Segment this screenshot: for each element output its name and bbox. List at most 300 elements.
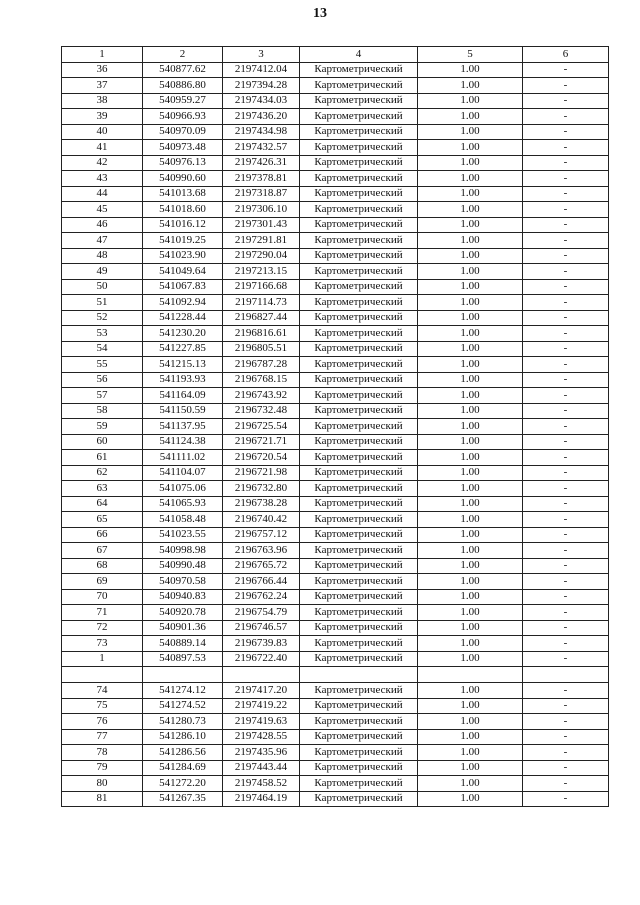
table-cell: 74 <box>62 683 143 699</box>
table-cell: 37 <box>62 78 143 94</box>
table-cell: - <box>523 341 609 357</box>
table-cell: 540959.27 <box>143 93 223 109</box>
column-header: 6 <box>523 47 609 63</box>
table-row <box>62 543 609 559</box>
table-cell: 2196722.40 <box>223 651 300 667</box>
table-row <box>62 760 609 776</box>
table-cell: 2197432.57 <box>223 140 300 156</box>
table-cell: Картометрический <box>300 341 418 357</box>
table-cell <box>418 667 523 683</box>
table-cell: 1.00 <box>418 310 523 326</box>
table-cell: Картометрический <box>300 140 418 156</box>
table-cell: 1.00 <box>418 791 523 807</box>
table-cell: 2197301.43 <box>223 217 300 233</box>
table-cell: 1.00 <box>418 589 523 605</box>
table-cell: 51 <box>62 295 143 311</box>
table-cell: 1.00 <box>418 465 523 481</box>
table-cell: Картометрический <box>300 388 418 404</box>
table-cell: 2197464.19 <box>223 791 300 807</box>
table-cell: 540940.83 <box>143 589 223 605</box>
table-cell: 1.00 <box>418 760 523 776</box>
table-cell: 2197443.44 <box>223 760 300 776</box>
table-row <box>62 620 609 636</box>
table-cell: Картометрический <box>300 93 418 109</box>
table-cell: - <box>523 683 609 699</box>
table-cell: 1.00 <box>418 388 523 404</box>
table-cell <box>523 667 609 683</box>
table-cell: 2197419.22 <box>223 698 300 714</box>
table-cell: 2196721.98 <box>223 465 300 481</box>
table-cell: 1.00 <box>418 527 523 543</box>
table-cell: 541150.59 <box>143 403 223 419</box>
table-cell: 541267.35 <box>143 791 223 807</box>
table-cell: 79 <box>62 760 143 776</box>
table-cell: - <box>523 403 609 419</box>
table-cell: 541104.07 <box>143 465 223 481</box>
table-cell: - <box>523 419 609 435</box>
table-cell: 541228.44 <box>143 310 223 326</box>
table-cell: - <box>523 760 609 776</box>
table-cell: 2197213.15 <box>223 264 300 280</box>
table-cell: - <box>523 527 609 543</box>
table-row <box>62 465 609 481</box>
table-cell: 540998.98 <box>143 543 223 559</box>
table-row <box>62 279 609 295</box>
table-cell: 541013.68 <box>143 186 223 202</box>
table-cell: - <box>523 264 609 280</box>
table-row <box>62 310 609 326</box>
table-cell: 541215.13 <box>143 357 223 373</box>
table-cell: 1.00 <box>418 714 523 730</box>
table-cell: 1.00 <box>418 776 523 792</box>
table-row <box>62 450 609 466</box>
table-cell: 62 <box>62 465 143 481</box>
table-cell: 541286.10 <box>143 729 223 745</box>
table-row <box>62 589 609 605</box>
table-cell: 2196732.80 <box>223 481 300 497</box>
table-body <box>62 62 609 807</box>
table-row <box>62 202 609 218</box>
table-cell: Картометрический <box>300 791 418 807</box>
table-cell: 1.00 <box>418 326 523 342</box>
table-cell: Картометрический <box>300 527 418 543</box>
table-cell: - <box>523 93 609 109</box>
table-cell: 1.00 <box>418 124 523 140</box>
table-cell: Картометрический <box>300 714 418 730</box>
table-cell: 541111.02 <box>143 450 223 466</box>
table-cell: 1.00 <box>418 496 523 512</box>
table-cell: 61 <box>62 450 143 466</box>
table-cell: 2197114.73 <box>223 295 300 311</box>
table-cell: Картометрический <box>300 403 418 419</box>
table-cell: 2196739.83 <box>223 636 300 652</box>
table-cell: Картометрический <box>300 171 418 187</box>
table-row <box>62 791 609 807</box>
coordinates-table <box>61 46 609 807</box>
table-cell: 2197306.10 <box>223 202 300 218</box>
table-cell: 1.00 <box>418 745 523 761</box>
table-row <box>62 78 609 94</box>
table-cell: 540889.14 <box>143 636 223 652</box>
table-cell: 541286.56 <box>143 745 223 761</box>
table-cell: 541023.90 <box>143 248 223 264</box>
table-row <box>62 512 609 528</box>
table-cell: 540973.48 <box>143 140 223 156</box>
table-cell: - <box>523 155 609 171</box>
column-header: 5 <box>418 47 523 63</box>
table-cell: 70 <box>62 589 143 605</box>
table-cell: 36 <box>62 62 143 78</box>
table-cell: Картометрический <box>300 372 418 388</box>
table-cell: Картометрический <box>300 124 418 140</box>
page-number: 13 <box>313 6 327 21</box>
table-cell: 80 <box>62 776 143 792</box>
table-cell: 2196762.24 <box>223 589 300 605</box>
table-cell: 1.00 <box>418 481 523 497</box>
table-cell: 541230.20 <box>143 326 223 342</box>
table-header-row <box>62 47 609 63</box>
table-cell: Картометрический <box>300 698 418 714</box>
table-cell: - <box>523 729 609 745</box>
table-cell: - <box>523 651 609 667</box>
table-cell: 63 <box>62 481 143 497</box>
table-cell: Картометрический <box>300 496 418 512</box>
column-header: 3 <box>223 47 300 63</box>
table-row-empty <box>62 667 609 683</box>
table-cell: 541193.93 <box>143 372 223 388</box>
table-cell: 1.00 <box>418 543 523 559</box>
table-cell: 1.00 <box>418 140 523 156</box>
table-row <box>62 124 609 140</box>
table-cell: Картометрический <box>300 155 418 171</box>
table-row <box>62 233 609 249</box>
table-cell: 47 <box>62 233 143 249</box>
table-row <box>62 434 609 450</box>
table-cell: 2196805.51 <box>223 341 300 357</box>
table-cell: 2196757.12 <box>223 527 300 543</box>
table-cell: - <box>523 171 609 187</box>
table-cell: 1.00 <box>418 419 523 435</box>
table-cell: 540901.36 <box>143 620 223 636</box>
table-cell: Картометрический <box>300 326 418 342</box>
table-cell: - <box>523 202 609 218</box>
table-cell: 2197458.52 <box>223 776 300 792</box>
table-cell: Картометрический <box>300 729 418 745</box>
table-cell: - <box>523 605 609 621</box>
table-cell: 1.00 <box>418 62 523 78</box>
table-cell: 540966.93 <box>143 109 223 125</box>
table-cell: Картометрический <box>300 233 418 249</box>
table-row <box>62 729 609 745</box>
table-cell: 2196738.28 <box>223 496 300 512</box>
table-cell: 2196732.48 <box>223 403 300 419</box>
table-cell: 541164.09 <box>143 388 223 404</box>
table-cell: 1.00 <box>418 357 523 373</box>
table-cell: 2197394.28 <box>223 78 300 94</box>
table-cell: 1.00 <box>418 341 523 357</box>
table-cell: 2196787.28 <box>223 357 300 373</box>
table-cell: 49 <box>62 264 143 280</box>
table-row <box>62 651 609 667</box>
table-cell: Картометрический <box>300 651 418 667</box>
table-cell: 52 <box>62 310 143 326</box>
table-cell: 541274.52 <box>143 698 223 714</box>
table-cell: 541075.06 <box>143 481 223 497</box>
table-cell: 2197318.87 <box>223 186 300 202</box>
table-cell: - <box>523 357 609 373</box>
table-cell: 1.00 <box>418 295 523 311</box>
table-cell: Картометрический <box>300 776 418 792</box>
table-cell: 55 <box>62 357 143 373</box>
column-header: 4 <box>300 47 418 63</box>
table-cell: - <box>523 326 609 342</box>
table-cell: 67 <box>62 543 143 559</box>
table-cell: - <box>523 512 609 528</box>
table-cell: 2197419.63 <box>223 714 300 730</box>
table-cell: 60 <box>62 434 143 450</box>
table-cell: Картометрический <box>300 186 418 202</box>
table-cell: 56 <box>62 372 143 388</box>
table-cell: 68 <box>62 558 143 574</box>
table-cell: 1.00 <box>418 217 523 233</box>
table-cell: 541019.25 <box>143 233 223 249</box>
table-cell: 2196827.44 <box>223 310 300 326</box>
table-cell <box>62 667 143 683</box>
table-cell: 2196766.44 <box>223 574 300 590</box>
table-cell: 43 <box>62 171 143 187</box>
table-cell: Картометрический <box>300 589 418 605</box>
table-cell: Картометрический <box>300 202 418 218</box>
table-cell: 2197290.04 <box>223 248 300 264</box>
table-cell: 2197412.04 <box>223 62 300 78</box>
table-cell: 46 <box>62 217 143 233</box>
table-cell: - <box>523 295 609 311</box>
table-cell: Картометрический <box>300 574 418 590</box>
table-cell: - <box>523 372 609 388</box>
table-cell: 81 <box>62 791 143 807</box>
table-cell: Картометрический <box>300 310 418 326</box>
table-row <box>62 248 609 264</box>
table-row <box>62 419 609 435</box>
table-cell: 2196816.61 <box>223 326 300 342</box>
table-cell: 1.00 <box>418 248 523 264</box>
table-cell: 541023.55 <box>143 527 223 543</box>
table-cell: 2196768.15 <box>223 372 300 388</box>
table-cell: 540886.80 <box>143 78 223 94</box>
table-cell: Картометрический <box>300 605 418 621</box>
table-cell: 540990.48 <box>143 558 223 574</box>
table-cell: 39 <box>62 109 143 125</box>
table-cell: Картометрический <box>300 279 418 295</box>
table-cell: 1.00 <box>418 683 523 699</box>
table-cell: 2197378.81 <box>223 171 300 187</box>
table-cell: Картометрический <box>300 78 418 94</box>
table-row <box>62 683 609 699</box>
table-row <box>62 171 609 187</box>
table-row <box>62 264 609 280</box>
table-cell: 50 <box>62 279 143 295</box>
table-cell: 53 <box>62 326 143 342</box>
table-cell: Картометрический <box>300 248 418 264</box>
table-cell: 44 <box>62 186 143 202</box>
table-row <box>62 605 609 621</box>
table-cell: 541018.60 <box>143 202 223 218</box>
table-cell: 2196763.96 <box>223 543 300 559</box>
table-cell: 2197434.03 <box>223 93 300 109</box>
table-cell: 1.00 <box>418 403 523 419</box>
table-cell: 540920.78 <box>143 605 223 621</box>
table-cell: 541280.73 <box>143 714 223 730</box>
table-cell: 1.00 <box>418 109 523 125</box>
table-cell: Картометрический <box>300 465 418 481</box>
column-header: 2 <box>143 47 223 63</box>
table-cell: Картометрический <box>300 620 418 636</box>
table-cell: - <box>523 140 609 156</box>
column-header: 1 <box>62 47 143 63</box>
table-cell: 541049.64 <box>143 264 223 280</box>
table-cell: 78 <box>62 745 143 761</box>
table-cell: 1.00 <box>418 171 523 187</box>
table-cell: 2197435.96 <box>223 745 300 761</box>
table-cell: - <box>523 636 609 652</box>
table-cell: 1.00 <box>418 155 523 171</box>
table-cell: Картометрический <box>300 512 418 528</box>
table-cell: 64 <box>62 496 143 512</box>
table-cell: 1.00 <box>418 636 523 652</box>
table-cell: 540970.58 <box>143 574 223 590</box>
table-row <box>62 155 609 171</box>
table-cell: - <box>523 124 609 140</box>
table-cell: 1.00 <box>418 651 523 667</box>
table-cell: - <box>523 388 609 404</box>
table-cell: Картометрический <box>300 62 418 78</box>
table-cell: 54 <box>62 341 143 357</box>
table-row <box>62 295 609 311</box>
table-cell: - <box>523 791 609 807</box>
table-cell: - <box>523 186 609 202</box>
table-cell: 1 <box>62 651 143 667</box>
table-cell: 1.00 <box>418 512 523 528</box>
table-row <box>62 372 609 388</box>
table-row <box>62 403 609 419</box>
table-row <box>62 574 609 590</box>
table-cell: 2196754.79 <box>223 605 300 621</box>
table-cell: 541058.48 <box>143 512 223 528</box>
table-cell: Картометрический <box>300 745 418 761</box>
table-cell: 541092.94 <box>143 295 223 311</box>
table-cell: 57 <box>62 388 143 404</box>
table-cell: - <box>523 434 609 450</box>
table-row <box>62 558 609 574</box>
table-cell: 2197426.31 <box>223 155 300 171</box>
table-cell: 1.00 <box>418 93 523 109</box>
table-cell: - <box>523 109 609 125</box>
table-row <box>62 745 609 761</box>
table-cell: - <box>523 698 609 714</box>
table-cell: 1.00 <box>418 279 523 295</box>
table-cell: 1.00 <box>418 372 523 388</box>
table-cell: Картометрический <box>300 636 418 652</box>
table-cell: Картометрический <box>300 109 418 125</box>
table-cell: - <box>523 465 609 481</box>
table-cell: 2197428.55 <box>223 729 300 745</box>
table-cell: 48 <box>62 248 143 264</box>
table-cell: 2197434.98 <box>223 124 300 140</box>
table-cell: 2197166.68 <box>223 279 300 295</box>
table-cell: 1.00 <box>418 620 523 636</box>
table-cell: 1.00 <box>418 264 523 280</box>
table-cell: 2196765.72 <box>223 558 300 574</box>
table-cell: - <box>523 78 609 94</box>
table-cell: 540877.62 <box>143 62 223 78</box>
table-cell: 42 <box>62 155 143 171</box>
table-row <box>62 62 609 78</box>
table-cell: 73 <box>62 636 143 652</box>
table-cell: 541284.69 <box>143 760 223 776</box>
table-cell: 540970.09 <box>143 124 223 140</box>
table-cell: 541065.93 <box>143 496 223 512</box>
table-cell: 541016.12 <box>143 217 223 233</box>
table-cell: 1.00 <box>418 78 523 94</box>
table-cell: 71 <box>62 605 143 621</box>
table-cell: Картометрический <box>300 683 418 699</box>
table-cell: - <box>523 574 609 590</box>
table-cell: 45 <box>62 202 143 218</box>
table-cell: 2197417.20 <box>223 683 300 699</box>
table-cell: 58 <box>62 403 143 419</box>
table-cell: - <box>523 279 609 295</box>
table-cell: 2196725.54 <box>223 419 300 435</box>
table-cell: 1.00 <box>418 186 523 202</box>
table-cell: 38 <box>62 93 143 109</box>
table-row <box>62 326 609 342</box>
table-cell <box>300 667 418 683</box>
table-cell: 541274.12 <box>143 683 223 699</box>
table-cell: Картометрический <box>300 760 418 776</box>
table-cell: 2196720.54 <box>223 450 300 466</box>
table-cell: 40 <box>62 124 143 140</box>
table-cell: 2197291.81 <box>223 233 300 249</box>
table-cell: - <box>523 543 609 559</box>
table-cell: - <box>523 310 609 326</box>
table-cell: Картометрический <box>300 357 418 373</box>
table-cell: 2196746.57 <box>223 620 300 636</box>
table-cell: 65 <box>62 512 143 528</box>
table-cell: 2196740.42 <box>223 512 300 528</box>
table-cell: 41 <box>62 140 143 156</box>
table-cell: 540897.53 <box>143 651 223 667</box>
table-cell: 1.00 <box>418 233 523 249</box>
table-cell: 59 <box>62 419 143 435</box>
table-row <box>62 636 609 652</box>
table-cell: 541124.38 <box>143 434 223 450</box>
table-row <box>62 527 609 543</box>
table-cell: - <box>523 217 609 233</box>
table-cell: Картометрический <box>300 558 418 574</box>
table-cell: 1.00 <box>418 605 523 621</box>
table-cell: 72 <box>62 620 143 636</box>
table-cell: Картометрический <box>300 264 418 280</box>
table-row <box>62 186 609 202</box>
table-cell <box>223 667 300 683</box>
table-cell: 76 <box>62 714 143 730</box>
table-cell: 2196743.92 <box>223 388 300 404</box>
table-cell: 66 <box>62 527 143 543</box>
table-cell: 1.00 <box>418 729 523 745</box>
table-cell: 540976.13 <box>143 155 223 171</box>
table-cell: - <box>523 62 609 78</box>
table-cell: - <box>523 233 609 249</box>
